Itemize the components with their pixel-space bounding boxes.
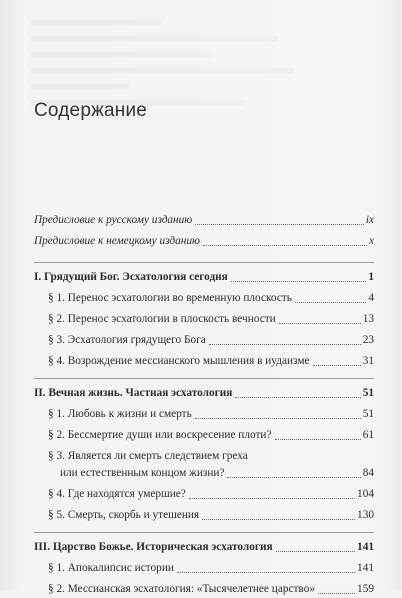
toc-section[interactable] [34,507,374,524]
page-title: Содержание [34,100,148,121]
toc-label: II. Вечная жизнь. Частная эсхатология [34,387,233,399]
toc-section[interactable] [34,353,374,370]
toc-label: § 3. Является ли смерть следствием греха [48,450,248,462]
toc-label: § 3. Эсхатология грядущего Бога [48,334,206,346]
toc-section[interactable] [34,332,374,349]
toc-page: 130 [357,509,374,521]
dot-leader [313,365,361,366]
dot-leader [227,477,360,478]
toc-part-2[interactable] [34,385,374,402]
toc-label: § 1. Любовь к жизни и смерть [48,408,192,420]
toc-page: 141 [357,541,374,553]
table-of-contents [34,212,374,598]
divider [34,532,374,533]
toc-label: I. Грядущий Бог. Эсхатология сегодня [34,271,228,283]
toc-label: § 4. Возрождение мессианского мышления в иудаизме [48,355,310,367]
toc-page: 84 [362,467,374,479]
toc-label: § 2. Перенос эсхатологии в плоскость вечности [48,313,276,325]
toc-section[interactable] [34,486,374,503]
toc-page: 23 [362,334,374,346]
dot-leader [202,519,355,520]
toc-entry-preface-german[interactable] [34,233,374,250]
toc-section[interactable] [34,311,374,328]
toc-part-3[interactable] [34,539,374,556]
toc-entry-preface-russian[interactable] [34,212,374,229]
toc-label: § 5. Смерть, скорбь и утешения [48,509,200,521]
toc-label: Предисловие к немецкому изданию [34,235,200,247]
toc-section[interactable] [34,560,374,577]
toc-part-1[interactable] [34,269,374,286]
toc-page: 51 [362,387,374,399]
toc-section[interactable] [34,290,374,307]
dot-leader [276,551,355,552]
toc-page: 104 [357,488,374,500]
dot-leader [189,498,355,499]
toc-page: 1 [368,271,374,283]
dot-leader [295,302,366,303]
toc-page: 51 [362,408,374,420]
toc-page: 31 [362,355,374,367]
dot-leader [275,439,361,440]
toc-label: § 2. Бессмертие души или воскресение плоти? [48,429,272,441]
toc-section[interactable] [34,427,374,444]
toc-page: 4 [368,292,374,304]
toc-label: Предисловие к русскому изданию [34,214,193,226]
dot-leader [231,281,367,282]
toc-label: III. Царство Божье. Историческая эсхатология [34,541,273,553]
dot-leader [195,418,361,419]
dot-leader [235,397,360,398]
show-through-text [30,10,360,160]
toc-label: § 1. Перенос эсхатологии во временную плоскость [48,292,292,304]
toc-label: § 1. Апокалипсис истории [48,562,174,574]
divider [34,378,374,379]
dot-leader [195,224,364,225]
toc-page: ix [365,214,374,226]
toc-section[interactable] [34,406,374,423]
toc-page: 13 [362,313,374,325]
dot-leader [203,245,367,246]
toc-page: x [368,235,374,247]
toc-label: § 4. Где находятся умершие? [48,488,186,500]
toc-label: § 2. Мессианская эсхатология: «Тысячелетнее царство» [48,583,315,595]
toc-label-continued: или естественным концом жизни? [60,467,225,479]
divider [34,262,374,263]
dot-leader [177,572,355,573]
dot-leader [209,344,361,345]
dot-leader [318,593,355,594]
toc-page: 61 [362,429,374,441]
toc-page: 159 [357,583,374,595]
toc-page: 141 [357,562,374,574]
toc-section[interactable] [34,448,374,482]
dot-leader [279,323,361,324]
